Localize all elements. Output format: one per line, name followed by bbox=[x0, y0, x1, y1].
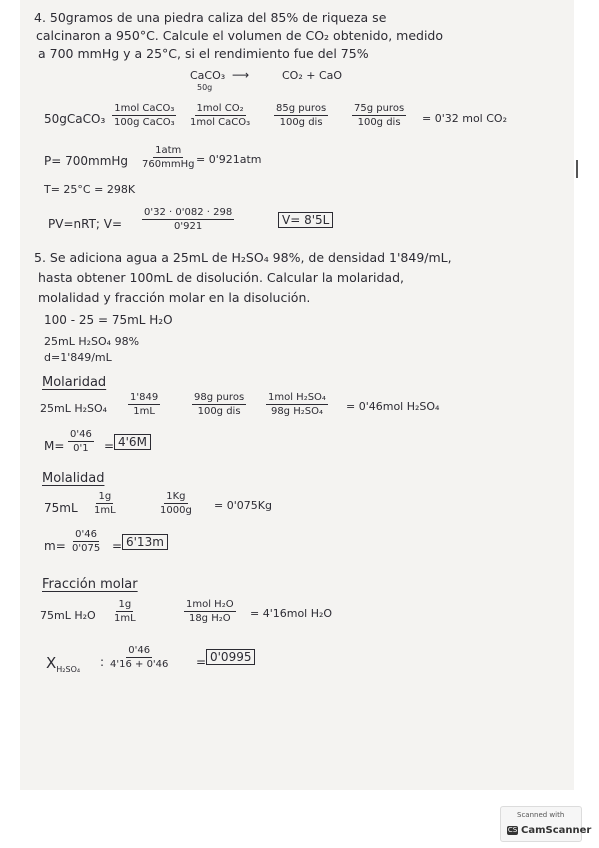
water-volume: 100 - 25 = 75mL H₂O bbox=[44, 313, 173, 327]
fraction-numerator: 1mol CaCO₃ bbox=[114, 103, 175, 114]
fraction-denominator: 4'16 + 0'46 bbox=[110, 659, 169, 670]
fraction-mole-fraction bbox=[108, 645, 170, 670]
mole-fraction-heading: Fracción molar bbox=[42, 577, 138, 592]
problem5-statement-line2: hasta obtener 100mL de disolución. Calcular la molaridad, bbox=[38, 270, 405, 285]
fraction-purity bbox=[192, 392, 246, 417]
fraction-numerator: 1Kg bbox=[166, 491, 186, 502]
watermark-brand: CamScanner bbox=[521, 825, 592, 836]
fraction-denominator: 1mL bbox=[114, 613, 136, 624]
fraction-molality bbox=[70, 529, 102, 554]
molality-mass-result: = 0'075Kg bbox=[214, 499, 272, 512]
colon-sign: : bbox=[100, 655, 105, 669]
fraction-mol-caco3 bbox=[112, 103, 177, 128]
pressure-label: P= 700mmHg bbox=[44, 154, 129, 168]
reaction-products: CO₂ + CaO bbox=[282, 69, 343, 82]
camscanner-watermark bbox=[500, 806, 592, 842]
equals-sign: = bbox=[196, 655, 207, 669]
page-edge-mark bbox=[576, 160, 578, 178]
problem5-statement-line1: 5. Se adiciona agua a 25mL de H₂SO₄ 98%, de densidad 1'849/mL, bbox=[34, 250, 452, 265]
molality-heading: Molalidad bbox=[42, 471, 105, 486]
fraction-purity bbox=[274, 103, 328, 128]
fraction-numerator: 1g bbox=[98, 491, 112, 502]
fraction-numerator: 98g puros bbox=[194, 392, 245, 403]
fraction-numerator: 85g puros bbox=[276, 103, 327, 114]
fraction-denominator: 1mL bbox=[133, 406, 155, 417]
fraction-numerator: 0'46 bbox=[75, 529, 98, 540]
fraction-pressure bbox=[140, 145, 196, 170]
fraction-water-molar-mass bbox=[184, 599, 236, 624]
fraction-denominator: 0'075 bbox=[72, 543, 101, 554]
density: d=1'849/mL bbox=[44, 351, 112, 364]
temperature: T= 25°C = 298K bbox=[44, 183, 136, 196]
fraction-denominator: 100g dis bbox=[357, 117, 401, 128]
fraction-denominator: 100g dis bbox=[197, 406, 241, 417]
fraction-molarity bbox=[68, 429, 94, 454]
fraction-water-density bbox=[92, 491, 118, 516]
fraction-density bbox=[128, 392, 160, 417]
reaction-mass: 50g bbox=[197, 83, 213, 92]
fraction-kg-conversion bbox=[158, 491, 194, 516]
fraction-denominator: 1000g bbox=[160, 505, 192, 516]
fraction-numerator: 1mol CO₂ bbox=[196, 103, 244, 114]
fraction-yield bbox=[352, 103, 406, 128]
fraction-denominator: 98g H₂SO₄ bbox=[270, 406, 323, 417]
fraction-water-density bbox=[112, 599, 138, 624]
pressure-result: = 0'921atm bbox=[196, 153, 262, 166]
mole-fraction-subscript: H₂SO₄ bbox=[56, 665, 81, 674]
camscanner-logo-icon: CS bbox=[507, 826, 518, 834]
molality-answer: 6'13m bbox=[122, 534, 168, 550]
mole-fraction-start: 75mL H₂O bbox=[40, 609, 96, 622]
calc-start: 50gCaCO₃ bbox=[44, 112, 106, 126]
molarity-moles-result: = 0'46mol H₂SO₄ bbox=[346, 400, 440, 413]
fraction-denominator: 0'921 bbox=[174, 221, 203, 232]
fraction-denominator: 1mL bbox=[94, 505, 116, 516]
molarity-start: 25mL H₂SO₄ bbox=[40, 402, 108, 415]
fraction-numerator: 0'46 bbox=[70, 429, 92, 440]
ideal-gas-formula: PV=nRT; V= bbox=[48, 217, 123, 231]
mole-fraction-symbol: X bbox=[46, 654, 57, 672]
fraction-molar-mass bbox=[266, 392, 328, 417]
fraction-numerator: 1g bbox=[118, 599, 132, 610]
molarity-answer: 4'6M bbox=[114, 434, 151, 450]
fraction-numerator: 1'849 bbox=[130, 392, 159, 403]
problem4-statement-line1: 4. 50gramos de una piedra caliza del 85% de riqueza se bbox=[34, 10, 387, 25]
fraction-numerator: 1atm bbox=[155, 145, 182, 156]
molarity-label: M= bbox=[44, 439, 65, 453]
equals-sign: = bbox=[104, 439, 115, 453]
molality-label: m= bbox=[44, 539, 66, 553]
calc-result: = 0'32 mol CO₂ bbox=[422, 112, 507, 125]
fraction-numerator: 1mol H₂SO₄ bbox=[268, 392, 326, 403]
fraction-denominator: 100g dis bbox=[279, 117, 323, 128]
fraction-denominator: 1mol CaCO₃ bbox=[190, 117, 251, 128]
fraction-denominator: 0'1 bbox=[73, 443, 89, 454]
fraction-numerator: 0'46 bbox=[128, 645, 151, 656]
problem4-statement-line3: a 700 mmHg y a 25°C, si el rendimiento fue del 75% bbox=[38, 46, 369, 61]
fraction-numerator: 75g puros bbox=[354, 103, 405, 114]
molality-start: 75mL bbox=[44, 501, 78, 515]
fraction-mol-co2 bbox=[188, 103, 252, 128]
fraction-denominator: 100g CaCO₃ bbox=[114, 117, 175, 128]
mole-fraction-label bbox=[46, 656, 80, 674]
fraction-volume bbox=[142, 207, 234, 232]
reaction-arrow: ⟶ bbox=[232, 68, 250, 82]
problem5-statement-line3: molalidad y fracción molar en la disolución. bbox=[38, 290, 311, 305]
molarity-heading: Molaridad bbox=[42, 375, 107, 390]
watermark-small-text: Scanned with bbox=[517, 811, 565, 819]
fraction-denominator: 760mmHg bbox=[142, 159, 195, 170]
problem4-statement-line2: calcinaron a 950°C. Calcule el volumen de CO₂ obtenido, medido bbox=[36, 28, 443, 43]
fraction-denominator: 18g H₂O bbox=[188, 613, 231, 624]
mole-fraction-water-result: = 4'16mol H₂O bbox=[250, 607, 333, 620]
reaction-reactant: CaCO₃ bbox=[190, 69, 226, 82]
fraction-numerator: 0'32 · 0'082 · 298 bbox=[144, 207, 233, 218]
equals-sign: = bbox=[112, 539, 123, 553]
mole-fraction-answer: 0'0995 bbox=[206, 649, 255, 665]
acid-data: 25mL H₂SO₄ 98% bbox=[44, 335, 140, 348]
volume-answer: V= 8'5L bbox=[278, 212, 333, 228]
fraction-numerator: 1mol H₂O bbox=[186, 599, 234, 610]
